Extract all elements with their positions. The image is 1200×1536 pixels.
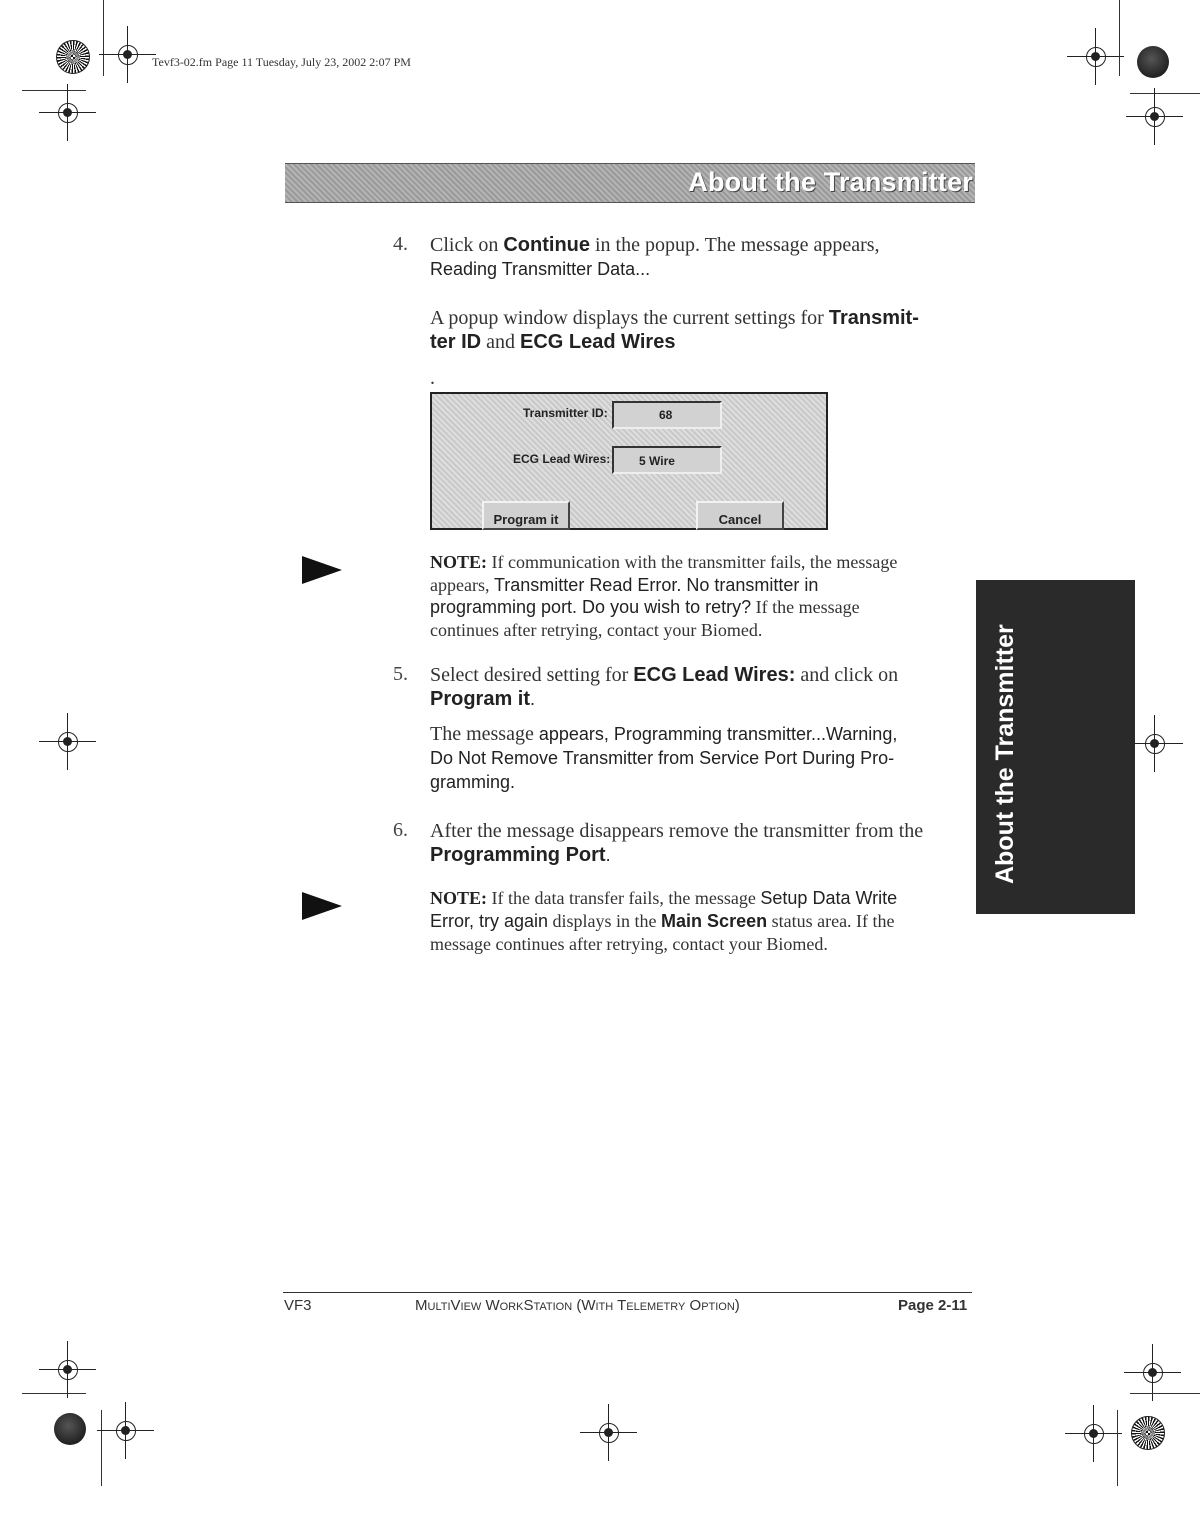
step-5-text: Select desired setting for ECG Lead Wires: and click on Program it. xyxy=(430,664,899,710)
side-tab-label: About the Transmitter xyxy=(991,624,1019,884)
ecg-lead-wires-select[interactable]: 5 Wire xyxy=(612,446,722,474)
crosshair-mark-icon xyxy=(1086,47,1106,67)
program-it-button[interactable]: Program it xyxy=(482,501,570,530)
transmitter-settings-dialog xyxy=(430,392,828,530)
cancel-button[interactable]: Cancel xyxy=(696,501,784,530)
transmitter-id-label: Transmitter ID: xyxy=(523,406,608,420)
footer-page-number: Page 2-11 xyxy=(898,1297,968,1314)
step-5-paragraph: The message appears, Programming transmitter...Warning, Do Not Remove Transmitter from Service Port During Pro- gramming. xyxy=(430,723,898,792)
crosshair-mark-icon xyxy=(1143,1363,1163,1383)
disc-mark-icon xyxy=(54,1413,86,1445)
section-side-tab xyxy=(976,580,1135,914)
footer-doc-code: VF3 xyxy=(284,1297,312,1314)
step-6-number: 6. xyxy=(393,819,408,841)
disc-mark-icon xyxy=(1137,46,1169,78)
step-4-text: Click on Continue in the popup. The message appears, Reading Transmitter Data... xyxy=(430,234,880,279)
crosshair-mark-icon xyxy=(1084,1424,1104,1444)
crosshair-mark-icon xyxy=(116,1421,136,1441)
starburst-mark-icon xyxy=(56,40,90,74)
file-header: Tevf3-02.fm Page 11 Tuesday, July 23, 2002 2:07 PM xyxy=(152,55,411,69)
step-5-number: 5. xyxy=(393,663,408,685)
section-banner xyxy=(285,163,975,203)
note-arrow-icon xyxy=(302,556,342,584)
note-arrow-icon xyxy=(302,892,342,920)
note-1: NOTE: If communication with the transmitter fails, the message appears, Transmitter Read Error. No transmitter in programming port. Do you wish to retry? If the message continues after retrying, contact your Biomed. xyxy=(430,552,898,640)
crosshair-mark-icon xyxy=(118,45,138,65)
ecg-lead-wires-label: ECG Lead Wires: xyxy=(513,452,611,466)
crosshair-mark-icon xyxy=(1145,734,1165,754)
note-2: NOTE: If the data transfer fails, the message Setup Data Write Error, try again displays in the Main Screen status area. If the message continues after retrying, contact your Biomed. xyxy=(430,888,898,954)
crosshair-mark-icon xyxy=(1145,107,1165,127)
crosshair-mark-icon xyxy=(58,103,78,123)
footer-title: MultiView WorkStation (With Telemetry Option) xyxy=(415,1297,740,1314)
step-6-text: After the message disappears remove the transmitter from the Programming Port. xyxy=(430,820,924,866)
page-title: About the Transmitter xyxy=(688,167,973,197)
crosshair-mark-icon xyxy=(58,1360,78,1380)
crosshair-mark-icon xyxy=(58,732,78,752)
starburst-mark-icon xyxy=(1131,1416,1165,1450)
crosshair-mark-icon xyxy=(599,1423,619,1443)
stray-dot: . xyxy=(430,367,435,389)
step-4-number: 4. xyxy=(393,233,408,255)
step-4-paragraph: A popup window displays the current settings for Transmit- ter ID and ECG Lead Wires xyxy=(430,307,919,353)
transmitter-id-field[interactable]: 68 xyxy=(612,401,722,429)
footer-rule xyxy=(283,1292,972,1293)
